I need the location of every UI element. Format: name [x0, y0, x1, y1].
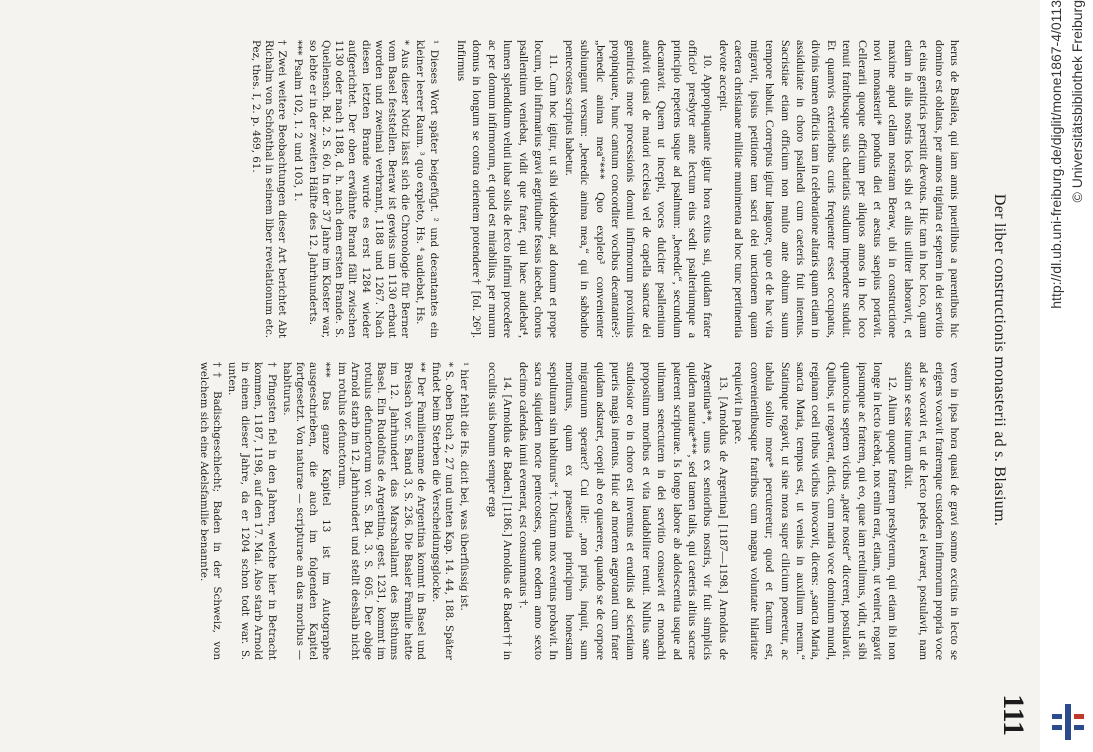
footnote: †† Badischgeschlecht; Baden in der Schweiz, von welchem sich eine Adelsfamilie benannte. — [197, 362, 223, 660]
footnote: ¹ Dieses Wort später beigefügt. ² und decantantes ein kleiner leerer Raum. ³ quo expleto, Hs. ⁴ audiebat, Hs. — [414, 40, 440, 338]
paragraph: 13. [Arnoldus de Argentina] [1187—1198.] Arnoldus de Argentina**, unus ex senioribus nostris, vir fuit simplicis quidem naturae***, sed tamen talis, qui caeteris altius sacrae paterent scripturae. Is longo labore ab adolescentia usque ad ultimam senectutem in dei servitio consuevit et monachi propositum moribus et vita laudabiliter tenuit. Nullus sane studiosior eo in choro est inventus et eruditis ad scientiam pueris magis intentus. Huic ad mortem aegrotanti cum frater quidam adstaret, coepit ab eo quaerere, quando se de corpore migraturum speraret? Cui ille: „non prius, inquit, sum moriturus, quam ex praesentia principum honestam sepulturam sim habiturus“ †. Dictum mox eventus probavit. In sacra siquidem nocte pentecostes, quae eodem anno sexto decimo calendas iunii evenerat, est consummatus †. — [516, 362, 731, 660]
library-sidebar — [1040, 0, 1093, 752]
left-column — [249, 40, 962, 338]
copyright-notice: © Universitätsbibliothek Freiburg — [1069, 0, 1085, 203]
paragraph: herus de Basilea, qui iam annis puerilibus a parentibus hic domino est oblatus, per annos triginta et septem in dei servitio et eius genitricis perstitit devotus. Hic tam in hoc loco, quam etiam in aliis nostris locis sibi et aliis utiliter laboravit, et maxime apud cellam nostram Beraw, ubi in constructione novi monasterii* pondus diei et aestus saepius portavit. Cellerarii quoque officium per aliquos annos in hoc loco tenuit fratribusque suis charitatis studium impendere studuit. Et quamvis exterioribus curis frequenter esset occupatus, divinis tamen officiis tam in celebratione altaris quam etiam in assiduitate in choro psallendi cum caeteris fuit intentus. Sacristiae etiam officium non multo ante obitum suum tempore habuit. Correptus igitur languore, quo et de hac vita migravit, ipsius petitione tam sacri olei unctionem quam caetera christianae militiae munimenta ad hoc tunc pertinentia devote accepit. — [716, 40, 962, 338]
permalink-url[interactable]: http://dl.ub.uni-freiburg.de/diglit/mone1867-4/0113 — [1048, 0, 1064, 309]
footnote: * Aus dieser Notiz lässt sich die Chronologie für Berner vom Basel feststellen. Beraw ist gewiss um 1130 erbaut worden und zweimal verbrannt, 1188 und 1267. Nach diesen letzten Brande wurde es erst 1284 wieder aufgerichtet. Der oben erwähnte Brand fällt zwischen 1130 oder nach 1188, d. h. nach dem ersten Brande. S. Quellensch. Bd. 2. S. 60. In der 37 Jahre im Kloster war, so lebte er in der zweiten Hälfte des 12. Jahrhunderts. — [306, 40, 412, 338]
page-number: 111 — [997, 694, 1030, 736]
ub-freiburg-logo-icon — [1048, 702, 1088, 742]
footnote: ¹ hier fehlt die Hs. dicit bei, was überflüssig ist. — [458, 362, 471, 611]
footnote: * S. oben Buch 2, 27 und unten Kap. 14. 44, 188. Später findet beim Sterben die Verscheidungsglocke. — [430, 362, 456, 660]
paragraph: vero in ipsa hora quasi de gravi somno excitus in lecto se erigens vocavit fratremque custodem infirmorum propria voce ad se vocavit et, ut de lecto pedes ei levaret, postulavit, nam statim se esse iturum dixit. — [901, 362, 962, 660]
footnote: *** Psalm 102, 1. 2 und 103, 1. — [291, 40, 304, 202]
running-head: Der liber constructionis monasterii ad s. Blasium. — [991, 193, 1008, 527]
paragraph: 11. Cum hoc igitur, ut sibi videbatur, ad donum et prope locum, ubi infirmarius gravi aegritudine fessus iacebat, chorus psallentium veniebat, vidit que frater, qui haec audiebat⁴, lumen splendidum veluti iubar solis de lecto infirmi procedere ac per domum infirmorum, et quod est mirabilius, per murum domus in longum se contra orientem protendere† [fol. 26ᵇ]. Infirmus — [455, 40, 562, 338]
footnote: † Pfingsten fiel in den Jahren, welche hier in Betracht kommen, 1187, 1198, auf den 17. Mai. Also starb Arnold in einem dieser Jahre, da er 1204 schon todt war. S. unten. — [225, 362, 278, 660]
sidebar-text — [1046, 0, 1090, 740]
paragraph: 12. Alium quoque fratrem presbyterum, qui etiam ibi non longe in lecto iacebat, nox enim erat, etiam, ut veniret, rogavit ipsumque ac fratrem, qui eo, quae iam retulimus, vidit, ut sibi quantocius septem vicibus „pater noster“ dicerent, postulavit. Quibus, ut rogaverat, dictis, cum maria voce dominum mundi, reginam coeli tribus vicibus invocavit, dicens: „sancta Maria, sancta Maria, tempus est, ut venias in auxilium meum.“ Statimque rogavit, ut sine mora super cilicium poneretur, ac tabula solito more* percuteretur; quod et factum est, convenientibusque fratribus cum magna voluntate hilaritate requievit in pace. — [732, 362, 901, 660]
paragraph: 14. [Arnoldus de Baden.] [1186.] Arnoldus de Baden†† in occultis suis bonum semper erga — [485, 362, 516, 660]
right-column — [196, 362, 962, 660]
footnote: *** Das ganze Kapitel 13 ist im Autographe ausgeschrieben, die auch im folgenden Kapitel fortgesetzt. Von naturae — scripturae an das moribus — habiturus. — [280, 362, 333, 660]
footnote: † Zwei weitere Beobachtungen dieser Art berichtet Abt Richalm von Schönthal in seinem liber revelationum etc. Pez, thes. I, 2. p. 469, 61. — [249, 40, 289, 338]
paragraph: 10. Appropinquante igitur hora exitus sui, quidam frater officio¹ presbyter ante lectum eius sedit psalteriumque a principio repetens usque ad psalmum: „benedic“, secundum decantavit. Quem ut incepit, voces dulciter psallentium audivit quasi de maiori ecclesia vel de capella sanctae dei genitricis more processionis domui infirmorum proximius propinquare, hunc cantum concorditer vocibus decantantes²: „benedic anima mea“*** Quo expleto³ convenienter subiungunt versum: „benedic anima mea,“ qui in sabbatho pentecostes scriptus habetur. — [562, 40, 716, 338]
footnote: ** Der Familienname de Argentina kommt in Basel und Breisach vor. S. Band 3, S. 236. Die Basler Familie hatte im 12. Jahrhundert das Marschallamt des Bisthums Basel. Ein Rudolfus de Argentina, gest. 1231, kommt im rotulus defunctorum vor. S. Bd. 3. S. 605. Der obige Arnold starb im 12. Jahrhundert und stellt deshalb nicht im rotulus defunctorum. — [335, 362, 427, 660]
